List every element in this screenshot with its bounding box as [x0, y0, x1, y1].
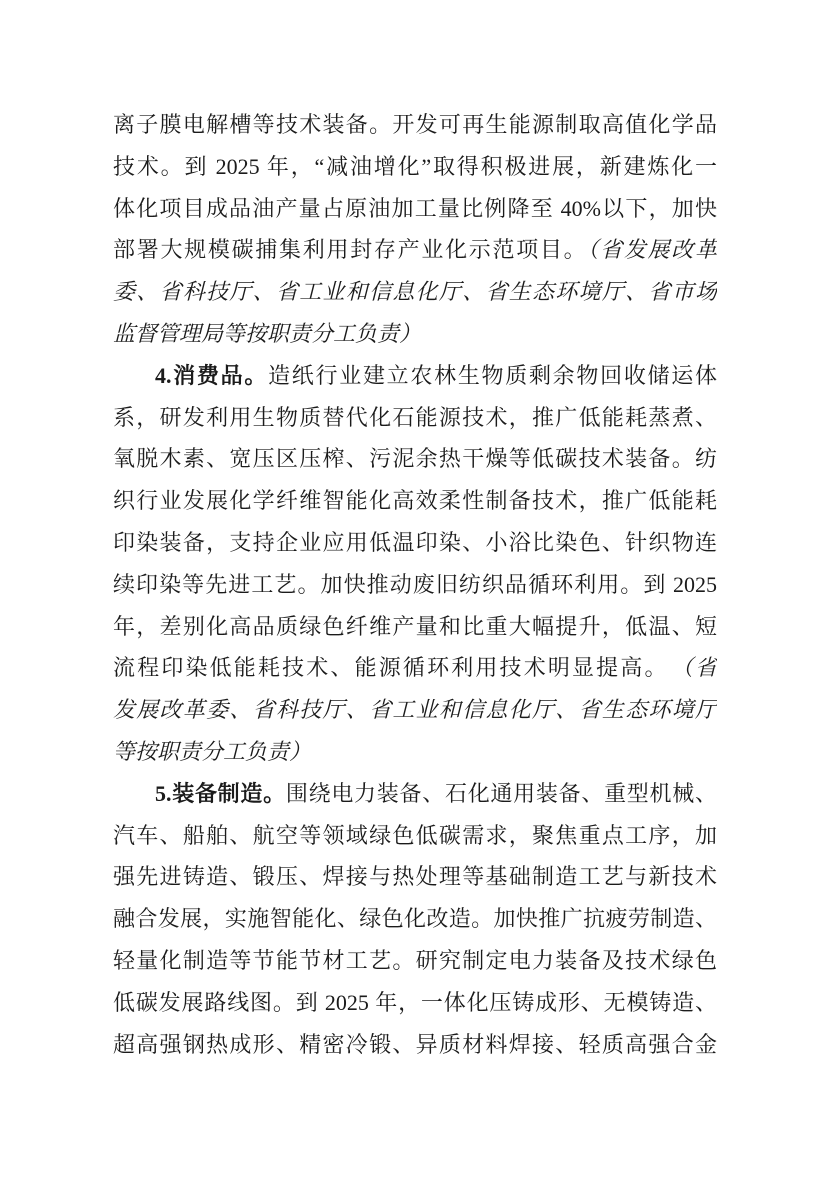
text-line [113, 438, 717, 480]
text-line [113, 1024, 717, 1066]
text-line [113, 188, 717, 230]
body-text-run: 轻量化制造等节能节材工艺。研究制定电力装备及技术绿色 [113, 947, 717, 973]
text-line [113, 271, 717, 313]
text-line [113, 647, 717, 689]
text-line [113, 731, 717, 773]
body-text-run: 融合发展，实施智能化、绿色化改造。加快推广抗疲劳制造、 [113, 906, 717, 932]
body-text-run: 造纸行业建立农林生物质剩余物回收储运体 [268, 362, 717, 388]
document-body [113, 104, 717, 1065]
body-text-run: 系，研发利用生物质替代化石能源技术，推广低能耗蒸煮、 [113, 404, 717, 430]
section-heading-run: 4.消费品。 [155, 362, 269, 388]
text-line [113, 522, 717, 564]
body-text-run: 流程印染低能耗技术、能源循环利用技术明显提高。 [113, 655, 682, 681]
text-line [113, 982, 717, 1024]
text-line [113, 104, 717, 146]
body-text-run: 低碳发展路线图。到 2025 年，一体化压铸成形、无模铸造、 [113, 989, 717, 1015]
text-line [113, 564, 717, 606]
text-line [113, 313, 717, 355]
body-text-run: 汽车、船舶、航空等领域绿色低碳需求，聚焦重点工序，加 [113, 822, 717, 848]
responsible-dept-run: （省发展改革 [587, 237, 717, 263]
body-text-run: 体化项目成品油产量占原油加工量比例降至 40%以下，加快 [113, 195, 717, 221]
body-text-run: 织行业发展化学纤维智能化高效柔性制备技术，推广低能耗 [113, 488, 717, 514]
text-line [113, 940, 717, 982]
body-text-run: 离子膜电解槽等技术装备。开发可再生能源制取高值化学品 [113, 112, 717, 137]
text-line [113, 355, 717, 397]
text-line [113, 815, 717, 857]
section-heading-run: 5.装备制造。 [155, 780, 286, 806]
body-text-run: 续印染等先进工艺。加快推动废旧纺织品循环利用。到 2025 [113, 571, 717, 597]
text-line [113, 229, 717, 271]
text-line [113, 397, 717, 439]
responsible-dept-run: 委、省科技厅、省工业和信息化厅、省生态环境厅、省市场 [113, 279, 717, 305]
body-text-run: 技术。到 2025 年，“减油增化”取得积极进展，新建炼化一 [113, 153, 717, 179]
text-line [113, 898, 717, 940]
text-line [113, 146, 717, 188]
text-line [113, 606, 717, 648]
body-text-run: 围绕电力装备、石化通用装备、重型机械、 [285, 780, 717, 806]
responsible-dept-run: 发展改革委、省科技厅、省工业和信息化厅、省生态环境厅 [113, 697, 717, 723]
responsible-dept-run: 监督管理局等按职责分工负责） [113, 320, 422, 346]
text-line [113, 480, 717, 522]
body-text-run: 强先进铸造、锻压、焊接与热处理等基础制造工艺与新技术 [113, 864, 717, 890]
body-text-run: 部署大规模碳捕集利用封存产业化示范项目。 [113, 237, 588, 263]
text-line [113, 773, 717, 815]
body-text-run: 印染装备，支持企业应用低温印染、小浴比染色、针织物连 [113, 529, 717, 555]
body-text-run: 超高强钢热成形、精密冷锻、异质材料焊接、轻质高强合金 [113, 1031, 717, 1057]
responsible-dept-run: （省 [681, 655, 717, 681]
responsible-dept-run: 等按职责分工负责） [113, 738, 312, 764]
body-text-run: 年，差别化高品质绿色纤维产量和比重大幅提升，低温、短 [113, 613, 717, 639]
body-text-run: 氧脱木素、宽压区压榨、污泥余热干燥等低碳技术装备。纺 [113, 446, 717, 472]
text-line [113, 689, 717, 731]
text-line [113, 856, 717, 898]
